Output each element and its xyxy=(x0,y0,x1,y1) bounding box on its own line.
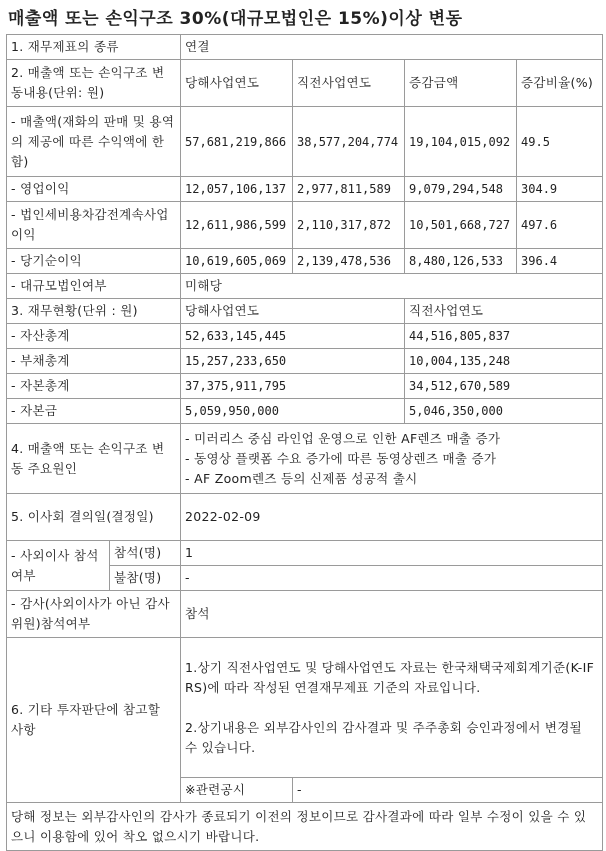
total-liabilities-current: 15,257,233,650 xyxy=(181,349,405,374)
board-date-label: 5. 이사회 결의일(결정일) xyxy=(7,494,181,541)
row-financial-header xyxy=(7,299,603,324)
other-notes-label: 6. 기타 투자판단에 참고할 사항 xyxy=(7,638,181,803)
net-income-difference: 8,480,126,533 xyxy=(405,249,517,274)
row-large-corp xyxy=(7,274,603,299)
outside-absent-value: - xyxy=(181,566,603,591)
row-board-date xyxy=(7,494,603,541)
row-total-liabilities xyxy=(7,349,603,374)
statement-type-value: 연결 xyxy=(181,35,603,60)
row-pretax-income xyxy=(7,202,603,249)
net-income-rate: 396.4 xyxy=(517,249,603,274)
row-revenue xyxy=(7,107,603,177)
total-equity-label: - 자본총계 xyxy=(7,374,181,399)
row-footer xyxy=(7,803,603,851)
disclosure-table xyxy=(6,34,603,851)
statement-type-label: 1. 재무제표의 종류 xyxy=(7,35,181,60)
net-income-current: 10,619,605,069 xyxy=(181,249,293,274)
row-statement-type xyxy=(7,35,603,60)
total-liabilities-previous: 10,004,135,248 xyxy=(405,349,603,374)
related-disclosure-label: ※관련공시 xyxy=(181,778,293,803)
outside-present-label: 참석(명) xyxy=(110,541,181,566)
row-outside-present xyxy=(7,541,603,566)
board-date-value: 2022-02-09 xyxy=(181,494,603,541)
page-title: 매출액 또는 손익구조 30%(대규모법인은 15%)이상 변동 xyxy=(8,9,463,29)
reason-item: - AF Zoom렌즈 등의 신제품 성공적 출시 xyxy=(185,470,418,486)
financial-header-label: 3. 재무현황(단위 : 원) xyxy=(7,299,181,324)
outside-present-value: 1 xyxy=(181,541,603,566)
pretax-income-previous: 2,110,317,872 xyxy=(293,202,405,249)
auditor-value: 참석 xyxy=(181,591,603,638)
row-total-equity xyxy=(7,374,603,399)
total-assets-previous: 44,516,805,837 xyxy=(405,324,603,349)
pretax-income-difference: 10,501,668,727 xyxy=(405,202,517,249)
col-change-rate: 증감비율(%) xyxy=(517,60,603,107)
large-corp-label: - 대규모법인여부 xyxy=(7,274,181,299)
large-corp-value: 미해당 xyxy=(181,274,603,299)
revenue-label: - 매출액(재화의 판매 및 용역의 제공에 따른 수익액에 한함) xyxy=(7,107,181,177)
pretax-income-rate: 497.6 xyxy=(517,202,603,249)
main-reasons-label: 4. 매출액 또는 손익구조 변동 주요원인 xyxy=(7,424,181,494)
outside-absent-label: 불참(명) xyxy=(110,566,181,591)
total-assets-label: - 자산총계 xyxy=(7,324,181,349)
operating-income-previous: 2,977,811,589 xyxy=(293,177,405,202)
col-previous-year: 직전사업연도 xyxy=(293,60,405,107)
capital-label: - 자본금 xyxy=(7,399,181,424)
operating-income-current: 12,057,106,137 xyxy=(181,177,293,202)
reason-item: - 미러리스 중심 라인업 운영으로 인한 AF렌즈 매출 증가 xyxy=(185,430,501,446)
revenue-current: 57,681,219,866 xyxy=(181,107,293,177)
pretax-income-label: - 법인세비용차감전계속사업이익 xyxy=(7,202,181,249)
revenue-rate: 49.5 xyxy=(517,107,603,177)
total-equity-previous: 34,512,670,589 xyxy=(405,374,603,399)
change-header-label: 2. 매출액 또는 손익구조 변동내용(단위: 원) xyxy=(7,60,181,107)
capital-current: 5,059,950,000 xyxy=(181,399,405,424)
capital-previous: 5,046,350,000 xyxy=(405,399,603,424)
total-liabilities-label: - 부채총계 xyxy=(7,349,181,374)
note-spacer xyxy=(185,698,598,718)
row-net-income xyxy=(7,249,603,274)
pretax-income-current: 12,611,986,599 xyxy=(181,202,293,249)
reason-item: - 동영상 플랫폼 수요 증가에 따른 동영상렌즈 매출 증가 xyxy=(185,450,497,466)
total-assets-current: 52,633,145,445 xyxy=(181,324,405,349)
row-other-notes xyxy=(7,638,603,778)
operating-income-label: - 영업이익 xyxy=(7,177,181,202)
revenue-difference: 19,104,015,092 xyxy=(405,107,517,177)
revenue-previous: 38,577,204,774 xyxy=(293,107,405,177)
related-disclosure-value: - xyxy=(293,778,603,803)
financial-col-previous: 직전사업연도 xyxy=(405,299,603,324)
other-notes-value xyxy=(181,638,603,778)
row-operating-income xyxy=(7,177,603,202)
net-income-previous: 2,139,478,536 xyxy=(293,249,405,274)
row-total-assets xyxy=(7,324,603,349)
col-current-year: 당해사업연도 xyxy=(181,60,293,107)
financial-col-current: 당해사업연도 xyxy=(181,299,405,324)
auditor-label: - 감사(사외이사가 아닌 감사위원)참석여부 xyxy=(7,591,181,638)
operating-income-rate: 304.9 xyxy=(517,177,603,202)
note-item: 1.상기 직전사업연도 및 당해사업연도 자료는 한국채택국제회계기준(K-IFRS)에 따라 작성된 연결재무제표 기준의 자료입니다. xyxy=(185,659,595,695)
operating-income-difference: 9,079,294,548 xyxy=(405,177,517,202)
note-item: 2.상기내용은 외부감사인의 감사결과 및 주주총회 승인과정에서 변경될 수 있습니다. xyxy=(185,719,583,755)
row-capital xyxy=(7,399,603,424)
footer-note: 당해 정보는 외부감사인의 감사가 종료되기 이전의 정보이므로 감사결과에 따라 일부 수정이 있을 수 있으니 이용함에 있어 착오 없으시기 바랍니다. xyxy=(7,803,603,851)
main-reasons-value xyxy=(181,424,603,494)
net-income-label: - 당기순이익 xyxy=(7,249,181,274)
outside-directors-label: - 사외이사 참석여부 xyxy=(7,541,110,591)
row-change-header xyxy=(7,60,603,107)
row-main-reasons xyxy=(7,424,603,494)
col-difference: 증감금액 xyxy=(405,60,517,107)
row-auditor xyxy=(7,591,603,638)
total-equity-current: 37,375,911,795 xyxy=(181,374,405,399)
